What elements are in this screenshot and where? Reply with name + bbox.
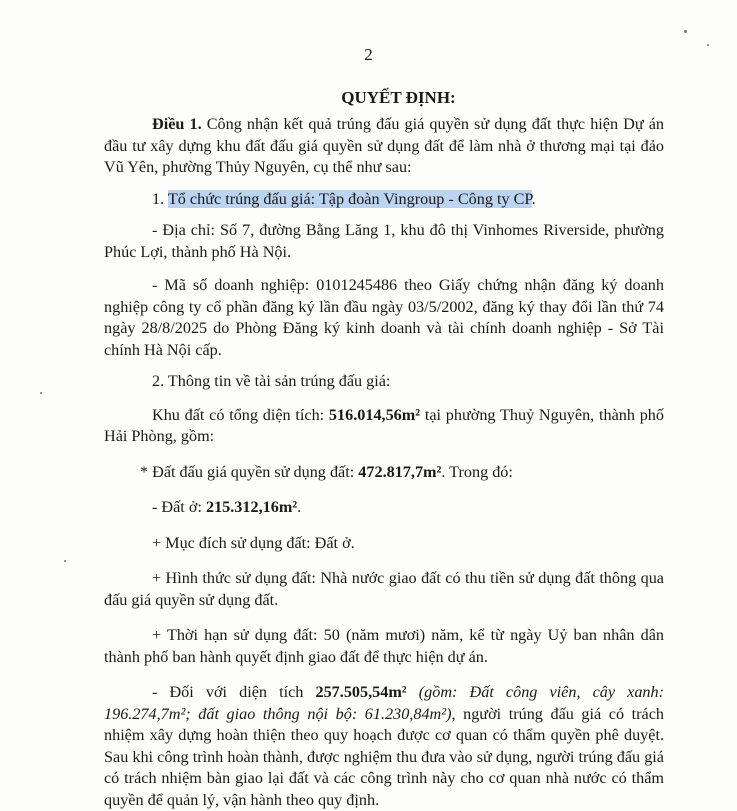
residential-pre: - Đất ở: (152, 498, 206, 516)
other-area-value: 257.505,54m² (315, 683, 407, 701)
purpose-paragraph: + Mục đích sử dụng đất: Đất ở. (152, 533, 355, 552)
other-area-pre: - Đối với diện tích (152, 683, 316, 701)
land-total-post: tại phường Thuỷ Nguyên, thành phố Hải Phòng, gồm: (104, 405, 664, 445)
auction-land-post: . Trong đó: (441, 462, 513, 481)
winner-number: 1. (152, 189, 165, 208)
decision-heading: QUYẾT ĐỊNH: (341, 88, 456, 107)
term-paragraph: + Thời hạn sử dụng đất: 50 (năm mươi) năm, kể từ ngày Uỷ ban nhân dân thành phố ban hành quyết định giao đất để thực hiện dự án. (104, 626, 664, 666)
page-number: 2 (364, 45, 373, 64)
winner-paragraph (104, 189, 664, 211)
land-total-area: 516.014,56m² (328, 405, 421, 424)
land-total-paragraph (104, 405, 664, 448)
land-total-pre: Khu đất có tổng diện tích: (152, 405, 329, 424)
auction-land-pre: * Đất đấu giá quyền sử dụng đất: (140, 462, 359, 481)
auction-land-area: 472.817,7m² (358, 462, 442, 481)
article-1-label: Điều 1. (152, 115, 202, 133)
article-1-text: Công nhận kết quả trúng đấu giá quyền sử dụng đất thực hiện Dự án đầu tư xây dựng khu đất đấu giá quyền sử dụng đất để làm nhà ở thương mại tại đảo Vũ Yên, phường Thủy Nguyên, cụ thể như sau: (104, 115, 665, 176)
address-paragraph: - Địa chỉ: Số 7, đường Bằng Lăng 1, khu đô thị Vinhomes Riverside, phường Phúc Lợi, thành phố Hà Nội. (104, 221, 664, 261)
asset-info-heading: 2. Thông tin về tài sản trúng đấu giá: (152, 372, 391, 390)
enterprise-code-paragraph: - Mã số doanh nghiệp: 0101245486 theo Giấy chứng nhận đăng ký doanh nghiệp công ty cổ phần đăng ký lần đầu ngày 03/5/2002, đăng ký thay đổi lần thứ 74 ngày 28/8/2025 do Phòng Đăng ký kinh doanh và tài chính doanh nghiệp - Sở Tài chính Hà Nội cấp. (104, 276, 664, 359)
winner-end: . (531, 189, 536, 208)
residential-area: 215.312,16m² (205, 498, 298, 516)
winner-highlighted-text: Tổ chức trúng đấu giá: Tập đoàn Vingroup - Công ty CP (167, 189, 532, 208)
residential-post: . (297, 498, 302, 516)
article-1-paragraph (104, 114, 664, 179)
other-area-paragraph (104, 682, 664, 811)
residential-land-paragraph (104, 497, 664, 519)
auction-land-paragraph (104, 462, 664, 484)
other-area-detail: (gồm: Đất công viên, cây xanh: 196.274,7m²; đất giao thông nội bộ: 61.230,84m²) (104, 683, 665, 723)
document-body (104, 114, 664, 811)
other-area-post: , người trúng đấu giá có trách nhiệm xây dựng hoàn thiện theo quy hoạch được cơ quan có thẩm quyền phê duyệt. Sau khi công trình hoàn thành, được nghiệm thu đưa vào sử dụng, người trúng đấu giá có trách nhiệm bàn giao lại đất và các công trình này cho cơ quan nhà nước có thẩm quyền để quản lý, vận hành theo quy định. (104, 704, 665, 809)
form-paragraph: + Hình thức sử dụng đất: Nhà nước giao đất có thu tiền sử dụng đất thông qua đấu giá quyền sử dụng đất. (104, 569, 664, 609)
